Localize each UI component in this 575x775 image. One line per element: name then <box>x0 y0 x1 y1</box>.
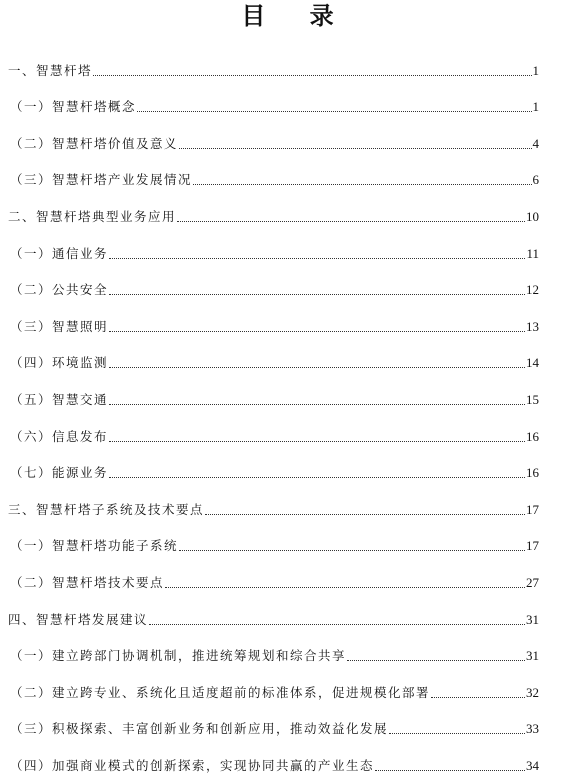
toc-entry-title: （一）建立跨部门协调机制，推进统筹规划和综合共享 <box>10 648 347 664</box>
toc-page-number: 4 <box>532 135 539 151</box>
toc-page-number: 31 <box>526 648 539 664</box>
toc-page-number: 27 <box>526 574 539 590</box>
toc-dot-leader <box>347 660 525 661</box>
toc-entry-title: （六）信息发布 <box>10 428 109 444</box>
toc-subsection-entry[interactable] <box>8 629 539 666</box>
toc-subsection-entry[interactable] <box>8 519 539 556</box>
toc-page-number: 6 <box>532 172 539 188</box>
toc-entry-title: （五）智慧交通 <box>10 391 109 407</box>
toc-dot-leader <box>109 477 525 478</box>
toc-entry-title: （七）能源业务 <box>10 465 109 481</box>
toc-entry-title: 一、智慧杆塔 <box>8 62 93 78</box>
toc-subsection-entry[interactable] <box>8 555 539 592</box>
toc-dot-leader <box>149 624 525 625</box>
toc-subsection-entry[interactable] <box>8 372 539 409</box>
toc-dot-leader <box>109 294 525 295</box>
toc-entry-title: （一）通信业务 <box>10 245 109 261</box>
toc-entry-title: （二）建立跨专业、系统化且适度超前的标准体系，促进规模化部署 <box>10 684 431 700</box>
toc-entry-title: （二）公共安全 <box>10 282 109 298</box>
toc-section-entry[interactable] <box>8 189 539 226</box>
toc-page-number: 32 <box>526 684 539 700</box>
toc-section-entry[interactable] <box>8 482 539 519</box>
toc-dot-leader <box>109 258 525 259</box>
toc-dot-leader <box>109 331 525 332</box>
toc-entry-title: （三）智慧照明 <box>10 318 109 334</box>
toc-section-entry[interactable] <box>8 592 539 629</box>
toc-dot-leader <box>109 367 525 368</box>
toc-entry-title: 二、智慧杆塔典型业务应用 <box>8 208 177 224</box>
toc-dot-leader <box>389 733 525 734</box>
toc-subsection-entry[interactable] <box>8 80 539 117</box>
toc-page-number: 33 <box>526 721 539 737</box>
toc-entry-title: （二）智慧杆塔价值及意义 <box>10 135 179 151</box>
toc-entry-title: （一）智慧杆塔概念 <box>10 99 137 115</box>
toc-section-entry[interactable] <box>8 43 539 80</box>
toc-page-number: 16 <box>526 465 539 481</box>
toc-entry-title: （四）加强商业模式的创新探索，实现协同共赢的产业生态 <box>10 757 375 773</box>
toc-entry-title: （三）智慧杆塔产业发展情况 <box>10 172 193 188</box>
toc-page-number: 17 <box>526 538 539 554</box>
toc-entry-title: （二）智慧杆塔技术要点 <box>10 574 165 590</box>
toc-subsection-entry[interactable] <box>8 263 539 300</box>
toc-page-number: 31 <box>526 611 539 627</box>
toc-page-number: 17 <box>526 501 539 517</box>
toc-dot-leader <box>177 221 525 222</box>
toc-entry-title: 三、智慧杆塔子系统及技术要点 <box>8 501 205 517</box>
toc-dot-leader <box>165 587 525 588</box>
toc-dot-leader <box>431 697 525 698</box>
toc-page-number: 13 <box>526 318 539 334</box>
toc-page-number: 1 <box>532 99 539 115</box>
toc-subsection-entry[interactable] <box>8 226 539 263</box>
toc-subsection-entry[interactable] <box>8 409 539 446</box>
toc-title: 目 录 <box>241 1 352 30</box>
toc-page-number: 16 <box>526 428 539 444</box>
toc-page-number: 10 <box>526 208 539 224</box>
toc-dot-leader <box>205 514 525 515</box>
toc-subsection-entry[interactable] <box>8 153 539 190</box>
toc-entry-title: （四）环境监测 <box>10 355 109 371</box>
toc-subsection-entry[interactable] <box>8 116 539 153</box>
toc-page-number: 11 <box>526 245 539 261</box>
toc-dot-leader <box>193 184 531 185</box>
toc-dot-leader <box>109 441 525 442</box>
toc-dot-leader <box>93 75 531 76</box>
toc-dot-leader <box>179 550 525 551</box>
toc-subsection-entry[interactable] <box>8 665 539 702</box>
toc-page-number: 12 <box>526 282 539 298</box>
toc-dot-leader <box>179 148 531 149</box>
toc-page-number: 14 <box>526 355 539 371</box>
toc-subsection-entry[interactable] <box>8 299 539 336</box>
table-of-contents <box>8 43 539 775</box>
toc-subsection-entry[interactable] <box>8 446 539 483</box>
toc-dot-leader <box>109 404 525 405</box>
toc-dot-leader <box>137 111 531 112</box>
toc-entry-title: （三）积极探索、丰富创新业务和创新应用，推动效益化发展 <box>10 721 389 737</box>
toc-entry-title: （一）智慧杆塔功能子系统 <box>10 538 179 554</box>
toc-subsection-entry[interactable] <box>8 738 539 775</box>
toc-entry-title: 四、智慧杆塔发展建议 <box>8 611 149 627</box>
toc-page-number: 15 <box>526 391 539 407</box>
toc-page-number: 1 <box>532 62 539 78</box>
toc-page-number: 34 <box>526 757 539 773</box>
toc-subsection-entry[interactable] <box>8 702 539 739</box>
toc-dot-leader <box>375 770 525 771</box>
toc-subsection-entry[interactable] <box>8 336 539 373</box>
